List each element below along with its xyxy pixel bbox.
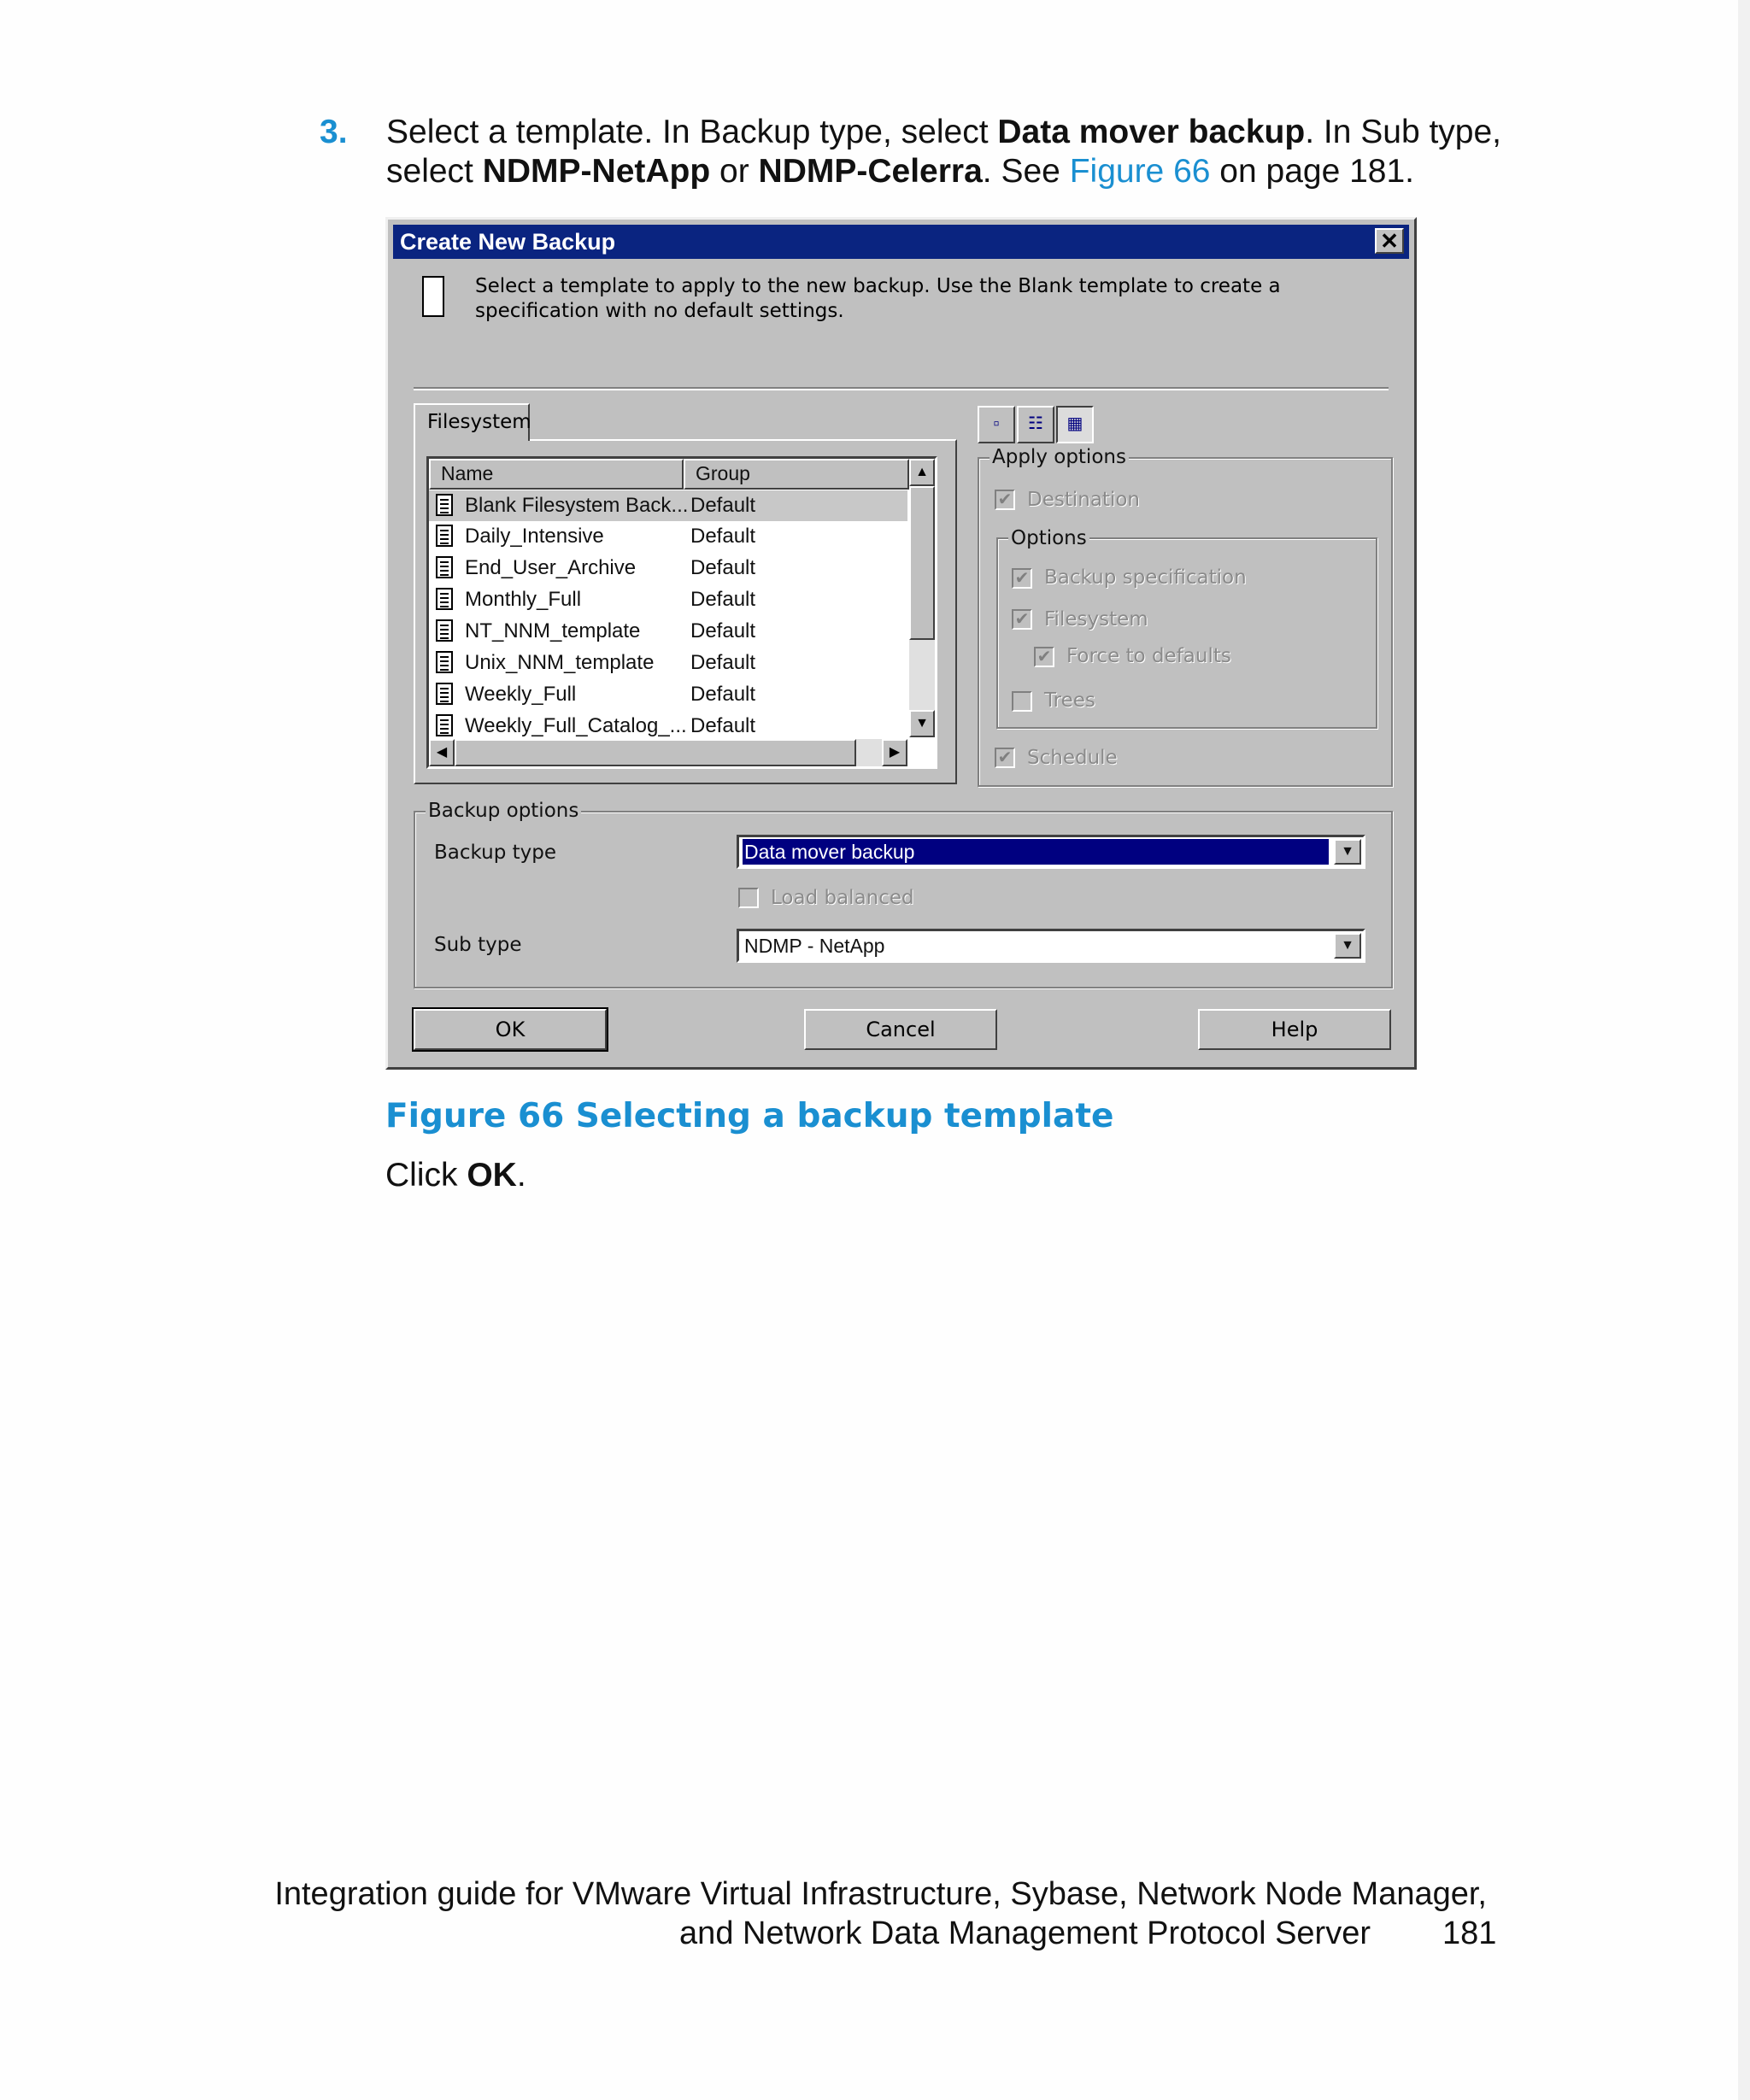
template-icon [436,525,453,547]
list-item[interactable] [429,553,907,584]
template-icon [436,494,453,516]
item-name: Monthly_Full [465,588,582,611]
force-to-defaults-label: Force to defaults [1066,645,1231,667]
figure-link[interactable]: Figure 66 [1069,153,1211,190]
item-group: Default [690,494,756,517]
item-name: Blank Filesystem Back... [465,494,689,517]
step-bold-3: NDMP-Celerra [758,153,983,190]
template-icon [436,619,453,642]
large-icons-view-button[interactable] [978,406,1015,443]
options-label: Options [1008,527,1089,549]
tab-filesystem-label: Filesystem [427,411,531,433]
scroll-thumb-horizontal[interactable] [455,739,856,766]
sub-type-value: NDMP - NetApp [744,935,885,957]
step-bold-1: Data mover backup [997,114,1306,150]
schedule-label: Schedule [1027,747,1118,769]
template-icon [436,683,453,705]
backup-type-select[interactable] [737,835,1365,869]
list-item[interactable] [429,521,907,552]
template-list[interactable] [426,456,937,769]
backup-type-label: Backup type [434,842,556,864]
scroll-thumb[interactable] [909,486,935,640]
destination-checkbox[interactable]: ✔ [995,490,1015,510]
details-icon: ▦ [1066,414,1083,433]
cancel-button[interactable]: Cancel [804,1009,997,1050]
step-text [386,113,1506,191]
step-number: 3. [320,114,348,150]
step-text-1: Select a template. In Backup type, select [386,114,998,150]
chevron-down-icon[interactable]: ▼ [1334,839,1361,865]
template-icon [436,651,453,673]
step-text-2: . In Sub type, select [386,114,1502,190]
footer-line-2: and Network Data Management Protocol Server [679,1915,1371,1951]
vertical-scrollbar[interactable] [909,459,935,737]
ok-button[interactable]: OK [414,1009,607,1050]
force-to-defaults-checkbox[interactable]: ✔ [1034,647,1054,667]
list-item[interactable] [429,648,907,678]
item-name: Weekly_Full_Catalog_... [465,714,687,737]
item-group: Default [690,525,756,548]
filesystem-checkbox[interactable]: ✔ [1012,609,1032,630]
column-header-group[interactable]: Group [684,459,909,490]
figure-caption: Figure 66 Selecting a backup template [385,1097,1114,1135]
list-item[interactable] [429,584,907,615]
filesystem-label: Filesystem [1044,608,1148,631]
footer-line-1: Integration guide for VMware Virtual Infrastructure, Sybase, Network Node Manager, [274,1876,1487,1912]
scroll-down-button[interactable]: ▼ [909,710,935,737]
list-item[interactable] [429,679,907,710]
template-icon [422,276,444,317]
chevron-down-icon[interactable]: ▼ [1334,933,1361,959]
item-name: Weekly_Full [465,683,577,706]
backup-specification-label: Backup specification [1044,566,1247,589]
page-edge [1738,0,1750,2100]
scroll-up-button[interactable]: ▲ [909,459,935,486]
backup-options-label: Backup options [426,800,581,822]
step-bold-2: NDMP-NetApp [482,153,711,190]
column-header-name[interactable]: Name [429,459,684,490]
load-balanced-checkbox[interactable] [738,888,759,908]
list-item[interactable] [429,711,907,742]
list-item[interactable] [429,616,907,647]
sub-type-select[interactable] [737,929,1365,963]
details-view-button[interactable] [1056,406,1094,443]
page-number: 181 [1442,1915,1497,1951]
click-bold: OK [467,1157,517,1194]
list-view-button[interactable] [1017,406,1054,443]
trees-checkbox[interactable] [1012,691,1032,712]
item-group: Default [690,588,756,611]
item-name: End_User_Archive [465,556,637,579]
dialog-instructions: Select a template to apply to the new backup. Use the Blank template to create a specification with no default settings. [475,275,1281,322]
item-name: Unix_NNM_template [465,651,655,674]
list-icon: ☷ [1028,414,1043,433]
item-group: Default [690,619,756,642]
separator [414,387,1389,390]
template-icon [436,556,453,578]
create-new-backup-dialog [385,217,1417,1070]
trees-label: Trees [1044,689,1095,712]
template-icon [436,588,453,610]
dialog-title: Create New Backup [400,229,616,255]
step-text-3: or [710,153,759,190]
horizontal-scrollbar[interactable] [429,739,907,766]
schedule-checkbox[interactable]: ✔ [995,748,1015,768]
item-group: Default [690,556,756,579]
destination-label: Destination [1027,489,1140,511]
click-end: . [516,1157,526,1194]
tab-filesystem[interactable] [414,403,530,441]
click-text: Click [385,1157,467,1194]
item-group: Default [690,683,756,706]
step-text-5: on page 181. [1210,153,1415,190]
close-icon: ✕ [1380,228,1399,254]
close-button[interactable] [1375,228,1404,254]
item-group: Default [690,651,756,674]
backup-specification-checkbox[interactable]: ✔ [1012,568,1032,589]
item-name: Daily_Intensive [465,525,604,548]
scroll-right-button[interactable]: ▶ [882,739,907,766]
list-item[interactable] [429,490,907,521]
apply-options-label: Apply options [990,446,1129,468]
help-button[interactable]: Help [1198,1009,1391,1050]
item-group: Default [690,714,756,737]
template-icon [436,714,453,736]
large-icons-icon: ▫ [993,414,1000,433]
step-text-4: . See [982,153,1070,190]
click-ok-instruction [385,1157,526,1194]
backup-type-value: Data mover backup [743,839,1329,865]
scroll-left-button[interactable]: ◀ [429,739,455,766]
item-name: NT_NNM_template [465,619,641,642]
sub-type-label: Sub type [434,934,522,956]
load-balanced-label: Load balanced [771,887,914,909]
title-bar [393,225,1409,259]
